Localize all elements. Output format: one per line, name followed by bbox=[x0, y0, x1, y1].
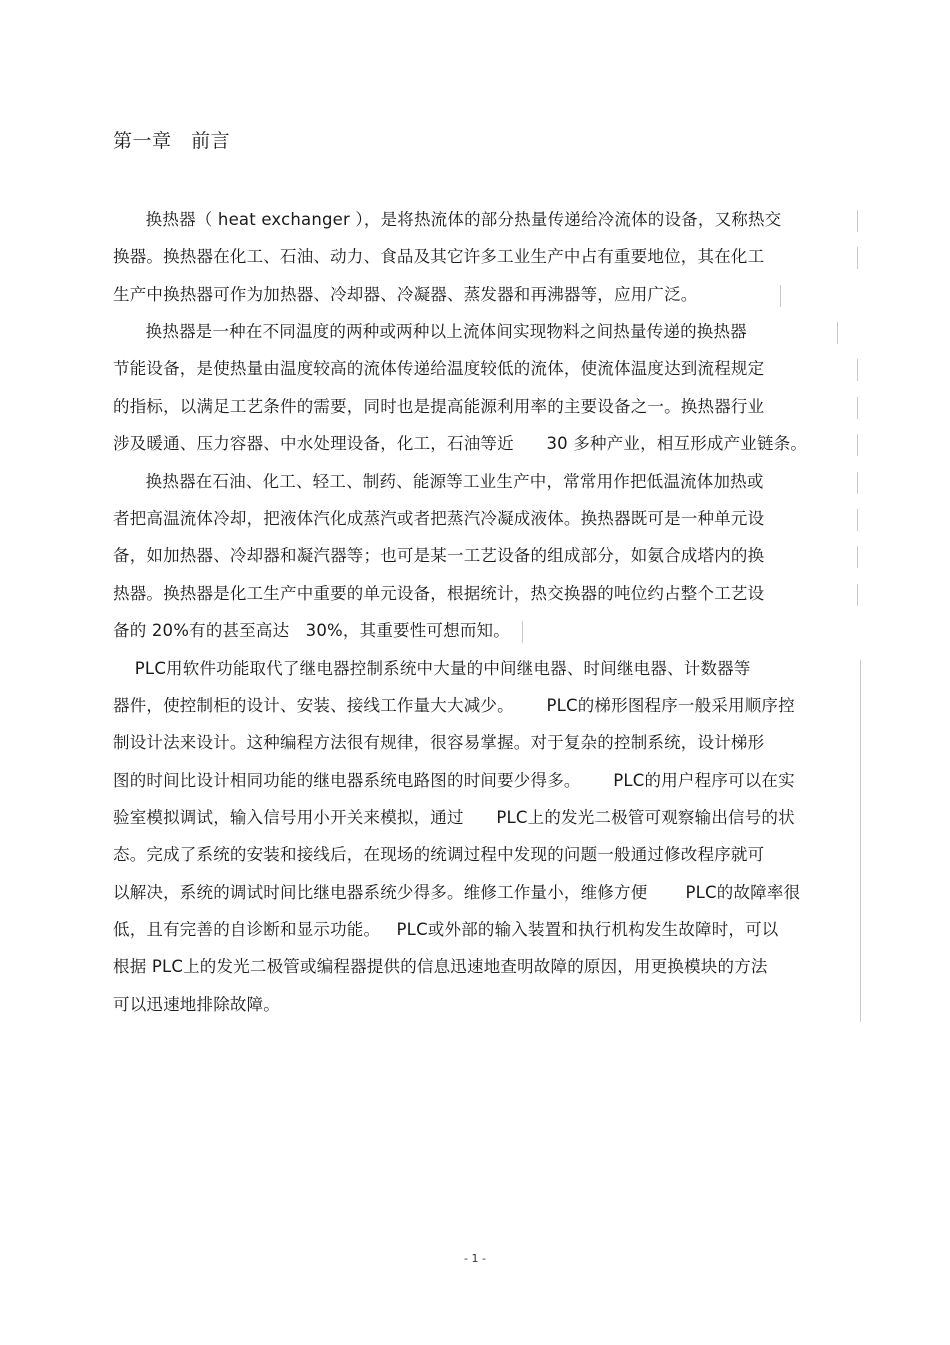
paragraph-2-line-3: 的指标，以满足工艺条件的需要，同时也是提高能源利用率的主要设备之一。换热器行业 bbox=[113, 397, 765, 416]
paragraph-3-line-4: 热器。换热器是化工生产中重要的单元设备，根据统计，热交换器的吨位约占整个工艺设 bbox=[113, 584, 765, 603]
paragraph-2-line-1: 换热器是一种在不同温度的两种或两种以上流体间实现物料之间热量传递的换热器 bbox=[113, 322, 747, 341]
edge-mark bbox=[857, 247, 858, 269]
chapter-title: 第一章 前言 bbox=[113, 130, 231, 152]
paragraph-4-line-5: 验室模拟调试，输入信号用小开关来模拟，通过 PLC上的发光二极管可观察输出信号的状 bbox=[113, 808, 795, 827]
paragraph-3-line-1: 换热器在石油、化工、轻工、制药、能源等工业生产中，常常用作把低温流体加热或 bbox=[113, 472, 764, 491]
edge-mark bbox=[857, 472, 858, 494]
edge-mark bbox=[837, 322, 838, 344]
paragraph-3-line-2: 者把高温流体冷却，把液体汽化成蒸汽或者把蒸汽冷凝成液体。换热器既可是一种单元设 bbox=[113, 509, 765, 528]
paragraph-4-line-8: 低，且有完善的自诊断和显示功能。 PLC或外部的输入装置和执行机构发生故障时，可以 bbox=[113, 920, 779, 939]
page-number: - 1 - bbox=[464, 1252, 486, 1265]
paragraph-4-line-3: 制设计法来设计。这种编程方法很有规律，很容易掌握。对于复杂的控制系统，设计梯形 bbox=[113, 733, 765, 752]
paragraph-3-line-5: 备的 20%有的甚至高达 30%，其重要性可想而知。 bbox=[113, 621, 510, 640]
edge-mark bbox=[780, 285, 781, 307]
paragraph-4-line-10: 可以迅速地排除故障。 bbox=[113, 995, 280, 1014]
paragraph-4-line-4: 图的时间比设计相同功能的继电器系统电路图的时间要少得多。 PLC的用户程序可以在实 bbox=[113, 771, 795, 790]
paragraph-3-line-3: 备，如加热器、冷却器和凝汽器等；也可是某一工艺设备的组成部分，如氨合成塔内的换 bbox=[113, 546, 765, 565]
edge-mark bbox=[857, 546, 858, 568]
paragraph-4-line-7: 以解决，系统的调试时间比继电器系统少得多。维修工作量小，维修方便 PLC的故障率很 bbox=[113, 883, 801, 902]
edge-mark bbox=[860, 660, 861, 1022]
edge-mark bbox=[857, 210, 858, 232]
paragraph-4-line-2: 器件，使控制柜的设计、安装、接线工作量大大减少。 PLC的梯形图程序一般采用顺序控 bbox=[113, 696, 795, 715]
edge-mark bbox=[857, 509, 858, 531]
paragraph-4-line-9: 根据 PLC上的发光二极管或编程器提供的信息迅速地查明故障的原因，用更换模块的方法 bbox=[113, 957, 768, 976]
paragraph-1-line-2: 换器。换热器在化工、石油、动力、食品及其它许多工业生产中占有重要地位，其在化工 bbox=[113, 247, 765, 266]
paragraph-1-line-3: 生产中换热器可作为加热器、冷却器、冷凝器、蒸发器和再沸器等，应用广泛。 bbox=[113, 285, 698, 304]
edge-mark bbox=[857, 434, 858, 456]
paragraph-2-line-4: 涉及暖通、压力容器、中水处理设备，化工，石油等近 30 多种产业，相互形成产业链条。 bbox=[113, 434, 808, 453]
paragraph-2-line-2: 节能设备，是使热量由温度较高的流体传递给温度较低的流体，使流体温度达到流程规定 bbox=[113, 359, 765, 378]
paragraph-4-line-1: PLC用软件功能取代了继电器控制系统中大量的中间继电器、时间继电器、计数器等 bbox=[113, 659, 751, 678]
edge-mark bbox=[857, 359, 858, 381]
paragraph-4-line-6: 态。完成了系统的安装和接线后，在现场的统调过程中发现的问题一般通过修改程序就可 bbox=[113, 845, 765, 864]
edge-mark bbox=[857, 584, 858, 606]
paragraph-1-line-1: 换热器（ heat exchanger ），是将热流体的部分热量传递给冷流体的设备，又称热交 bbox=[113, 210, 782, 229]
edge-mark bbox=[522, 621, 523, 643]
edge-mark bbox=[857, 397, 858, 419]
